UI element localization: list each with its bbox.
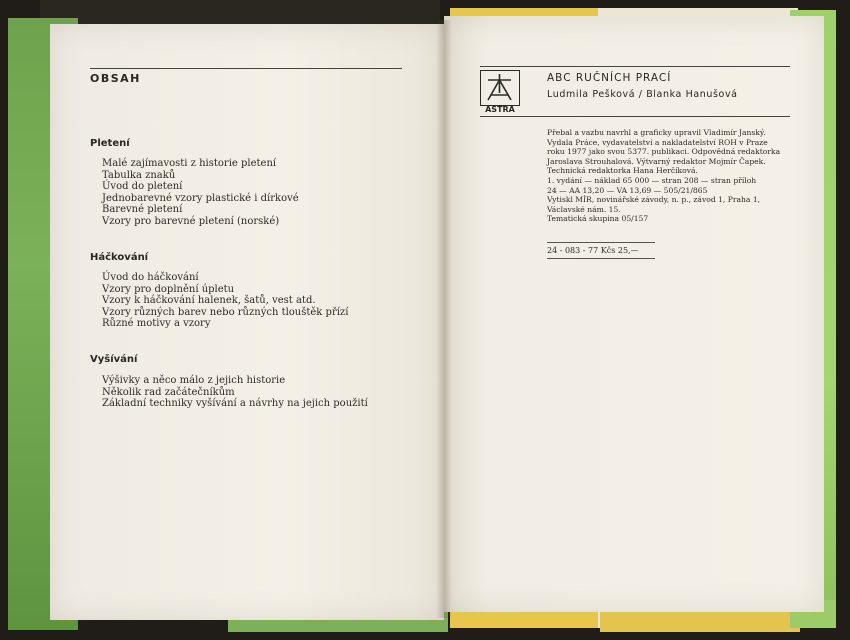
- book-spine-shadow: [436, 20, 452, 618]
- toc-item: Několik rad začátečníkům: [102, 386, 235, 398]
- toc-list-hackovani: [102, 272, 348, 330]
- imprint-line: Jaroslava Strouhalová. Výtvarný redaktor Mojmír Čapek.: [547, 156, 766, 166]
- toc-item: Vzory pro doplnění úpletu: [102, 283, 235, 295]
- toc-item: Základní techniky vyšívání a návrhy na jejich použití: [102, 398, 368, 410]
- imprint-rule-top: [480, 66, 790, 67]
- toc-item: Vzory různých barev nebo různých tlouštěk přízí: [102, 306, 349, 318]
- toc-item: Jednobarevné vzory plastické i dírkové: [102, 192, 299, 204]
- toc-item: Tabulka znaků: [102, 169, 176, 181]
- section-heading-vysivani: Vyšívání: [90, 354, 138, 365]
- astra-logo-mark-icon: [481, 71, 518, 104]
- section-heading-hackovani: Háčkování: [90, 252, 149, 263]
- toc-list-pleteni: [102, 158, 299, 228]
- toc-item: Vzory k háčkování halenek, šatů, vest atd.: [102, 295, 316, 307]
- imprint-line: Tematická skupina 05/157: [547, 214, 649, 224]
- astra-logo-icon: [480, 70, 520, 106]
- toc-item: Barevné pletení: [102, 204, 183, 216]
- imprint-block: [547, 128, 780, 224]
- toc-list-vysivani: [102, 375, 368, 410]
- imprint-line: roku 1977 jako svou 5377. publikaci. Odpovědná redaktorka: [547, 147, 781, 157]
- imprint-line: Václavské nám. 15.: [547, 204, 621, 214]
- imprint-line: 1. vydání — náklad 65 000 — stran 208 — stran příloh: [547, 175, 757, 185]
- price-rule-top: [547, 242, 655, 243]
- toc-item: Vzory pro barevné pletení (norské): [102, 215, 280, 227]
- book-title: ABC RUČNÍCH PRACÍ: [547, 72, 672, 84]
- background-dark: [40, 0, 440, 26]
- section-heading-pleteni: Pletení: [90, 138, 130, 149]
- imprint-rule-middle: [480, 116, 790, 117]
- imprint-line: Vytiskl MÍR, novinářské závody, n. p., závod 1, Praha 1,: [547, 195, 761, 205]
- imprint-line: 24 — AA 13,20 — VA 13,69 — 505/21/865: [547, 185, 708, 195]
- toc-item: Výšivky a něco málo z jejich historie: [102, 375, 286, 386]
- astra-logo-label: ASTRA: [485, 105, 515, 114]
- price-rule-bottom: [547, 258, 655, 259]
- toc-item: Různé motivy a vzory: [102, 318, 211, 330]
- toc-item: Úvod do pletení: [102, 181, 183, 193]
- imprint-line: Vydala Práce, vydavatelství a nakladatelství ROH v Praze: [547, 137, 768, 147]
- book-cover-bottom-yellow: [600, 612, 800, 632]
- toc-title: OBSAH: [90, 72, 141, 85]
- toc-item: Malé zajímavosti z historie pletení: [102, 158, 277, 169]
- toc-rule: [90, 68, 402, 69]
- book-authors: Ludmila Pešková / Blanka Hanušová: [547, 89, 738, 100]
- toc-item: Úvod do háčkování: [102, 272, 199, 283]
- price-line: 24 - 083 - 77 Kčs 25,—: [547, 246, 639, 255]
- imprint-line: Přebal a vazbu navrhl a graficky upravil Vladimír Janský.: [547, 128, 766, 137]
- imprint-line: Technická redaktorka Hana Herčíková.: [547, 166, 698, 176]
